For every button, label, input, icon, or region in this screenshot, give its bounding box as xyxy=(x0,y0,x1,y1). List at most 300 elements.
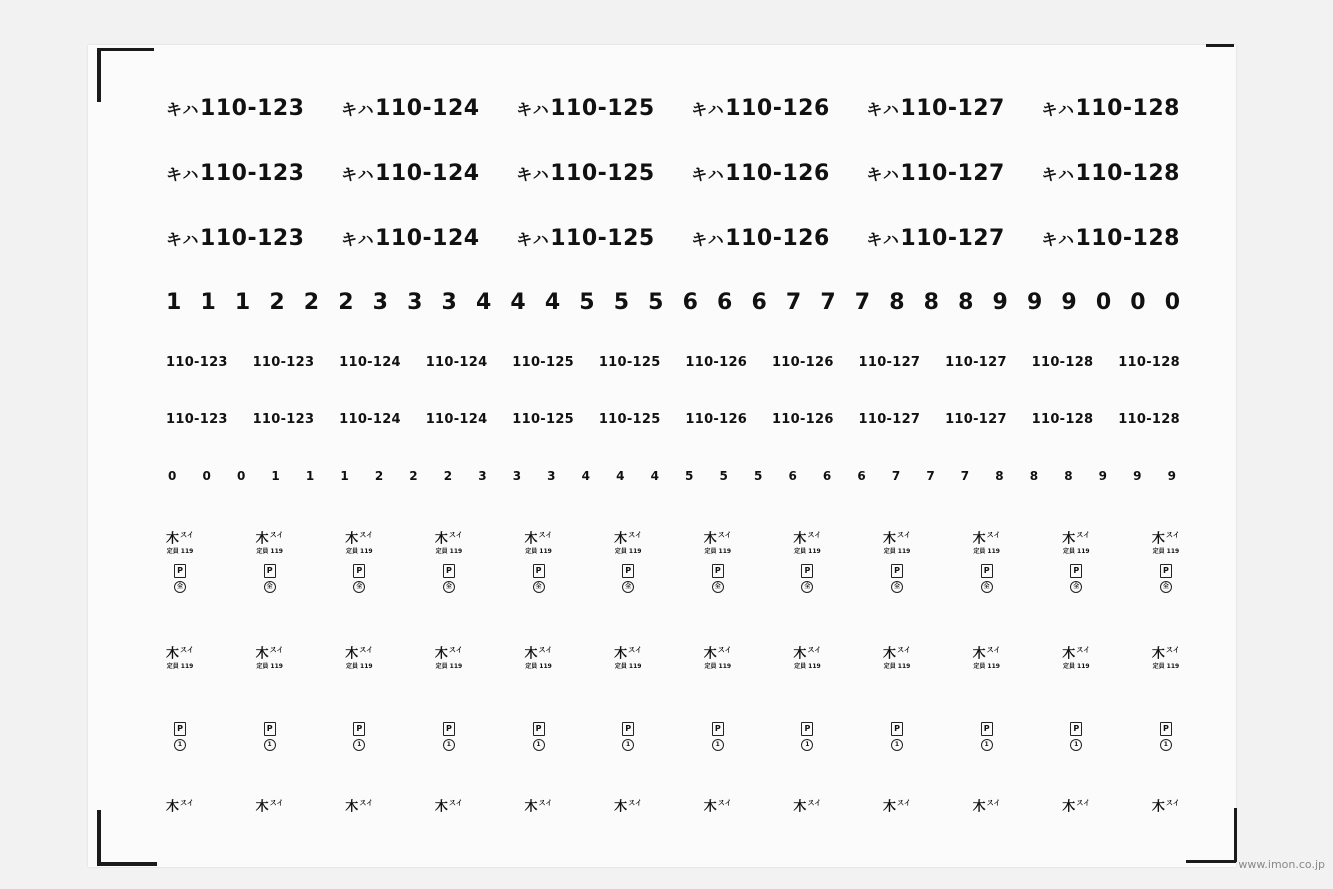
capacity-label: 定員 119 xyxy=(614,663,642,671)
car-type-kana: キハ xyxy=(691,165,725,184)
capacity-label: 定員 119 xyxy=(435,663,463,671)
p-mark: P xyxy=(174,564,186,578)
symbol-column xyxy=(877,643,917,671)
digit-large: 5 xyxy=(613,290,629,315)
digit-small: 3 xyxy=(512,469,522,483)
symbol-column xyxy=(429,528,469,593)
car-number: 110-123 xyxy=(200,161,305,186)
car-number-label xyxy=(866,226,1005,251)
digit-large: 4 xyxy=(544,290,561,315)
digit-large: 2 xyxy=(338,290,354,315)
depot-mark xyxy=(883,643,911,661)
capacity-label: 定員 119 xyxy=(883,548,911,556)
depot-mark xyxy=(973,643,1001,661)
capacity-label: 定員 119 xyxy=(256,663,283,671)
depot-kana: スイ xyxy=(807,646,822,654)
symbol-column xyxy=(698,796,738,814)
capacity-label: 定員 119 xyxy=(256,548,283,556)
depot-mark xyxy=(1152,796,1180,814)
p-mark: P xyxy=(981,722,993,736)
depot-kana: スイ xyxy=(717,646,732,654)
depot-kanji: 木 xyxy=(1062,646,1076,662)
depot-kanji: 木 xyxy=(972,646,986,662)
car-type-kana: キハ xyxy=(166,230,200,249)
p-mark: P xyxy=(712,564,724,578)
circle-mark: 全 xyxy=(174,581,186,593)
depot-kana: スイ xyxy=(897,799,911,807)
capacity-label: 定員 119 xyxy=(1152,548,1180,556)
digit-large: 4 xyxy=(510,290,526,315)
digit-small: 7 xyxy=(926,469,935,483)
capacity-label: 定員 119 xyxy=(525,548,552,556)
car-type-kana: キハ xyxy=(691,100,725,119)
depot-kanji: 木 xyxy=(1062,799,1076,815)
symbol-column xyxy=(519,643,559,671)
digit-large: 2 xyxy=(269,290,285,315)
depot-kana: スイ xyxy=(628,799,643,807)
digit-large: 3 xyxy=(372,290,388,315)
depot-mark xyxy=(345,643,373,661)
digit-large: 6 xyxy=(682,290,698,315)
capacity-label: 定員 119 xyxy=(345,663,373,671)
digit-small: 0 xyxy=(236,469,246,483)
circle-mark: 1 xyxy=(1070,739,1082,751)
symbol-column xyxy=(160,528,200,593)
corner-mark-bl-v xyxy=(97,810,101,866)
symbol-column xyxy=(429,643,469,671)
large-label-row-3 xyxy=(166,226,1180,251)
circle-mark: 1 xyxy=(981,739,993,751)
depot-mark xyxy=(614,796,642,814)
depot-kanji: 木 xyxy=(883,799,897,815)
digit-small: 4 xyxy=(581,469,590,483)
depot-kanji: 木 xyxy=(793,646,807,662)
symbol-column xyxy=(1146,714,1186,751)
depot-kanji: 木 xyxy=(614,531,628,547)
digit-small: 9 xyxy=(1167,469,1176,483)
circle-mark: 1 xyxy=(264,739,276,751)
p-mark: P xyxy=(1070,564,1082,578)
capacity-label: 定員 119 xyxy=(345,548,373,556)
corner-mark-br-v xyxy=(1234,808,1237,862)
car-number-label xyxy=(1041,161,1180,186)
capacity-label: 定員 119 xyxy=(794,663,821,671)
digit-large: 1 xyxy=(234,290,251,315)
depot-mark xyxy=(973,796,1001,814)
symbol-column xyxy=(1056,796,1096,814)
car-type-kana: キハ xyxy=(166,100,200,119)
depot-kana: スイ xyxy=(359,646,374,654)
depot-kanji: 木 xyxy=(255,799,269,815)
car-type-kana: キハ xyxy=(341,230,375,249)
digit-small: 6 xyxy=(822,469,832,483)
symbol-column xyxy=(250,643,290,671)
large-label-row-1 xyxy=(166,96,1180,121)
car-number-label xyxy=(341,96,480,121)
capacity-label: 定員 119 xyxy=(435,548,463,556)
car-number-label xyxy=(341,226,480,251)
large-label-row-2 xyxy=(166,161,1180,186)
symbol-column xyxy=(519,528,559,593)
depot-kanji: 木 xyxy=(1151,531,1165,547)
car-number: 110-124 xyxy=(375,96,480,121)
depot-kana: スイ xyxy=(897,646,911,654)
car-number-label xyxy=(1041,96,1180,121)
symbol-column xyxy=(339,643,379,671)
symbol-column xyxy=(608,714,648,751)
circle-mark: 全 xyxy=(353,581,365,593)
symbol-column xyxy=(250,714,290,751)
digit-large: 0 xyxy=(1130,290,1146,315)
digit-small: 1 xyxy=(340,469,349,483)
symbol-column xyxy=(1056,528,1096,593)
digit-large: 2 xyxy=(303,290,320,315)
digit-small: 7 xyxy=(960,469,970,483)
digit-small: 5 xyxy=(753,469,763,483)
capacity-label: 定員 119 xyxy=(525,663,552,671)
p-mark: P xyxy=(981,564,993,578)
circle-mark: 1 xyxy=(174,739,186,751)
p-mark: P xyxy=(622,564,634,578)
car-type-kana: キハ xyxy=(691,230,725,249)
car-number-mid: 110-128 xyxy=(1118,355,1180,370)
car-type-kana: キハ xyxy=(866,165,900,184)
car-number: 110-128 xyxy=(1075,161,1180,186)
depot-kana: スイ xyxy=(269,799,284,807)
car-number-mid: 110-127 xyxy=(945,355,1007,370)
circle-mark: 1 xyxy=(712,739,724,751)
digit-small: 5 xyxy=(685,469,694,483)
digit-large: 7 xyxy=(820,290,836,315)
depot-kanji: 木 xyxy=(255,531,269,547)
p-mark: P xyxy=(353,722,365,736)
depot-mark xyxy=(793,643,821,661)
depot-kana: スイ xyxy=(1076,646,1091,654)
depot-kanji: 木 xyxy=(972,531,986,547)
depot-kanji: 木 xyxy=(703,646,717,662)
depot-mark xyxy=(525,528,553,546)
car-number-label xyxy=(866,96,1005,121)
depot-kanji: 木 xyxy=(793,531,807,547)
symbol-column xyxy=(698,528,738,593)
symbol-group-a xyxy=(160,528,1186,593)
depot-mark xyxy=(1152,643,1180,661)
corner-mark-tr-h xyxy=(1206,44,1234,47)
p-mark: P xyxy=(1160,564,1172,578)
digit-large: 5 xyxy=(579,290,595,315)
car-number-mid: 110-124 xyxy=(425,412,488,427)
car-number-mid: 110-126 xyxy=(771,355,834,370)
depot-kana: スイ xyxy=(1076,531,1091,539)
capacity-label: 定員 119 xyxy=(973,663,1000,671)
digit-small: 8 xyxy=(1029,469,1039,483)
depot-mark xyxy=(525,796,553,814)
symbol-column xyxy=(250,796,290,814)
car-number-label xyxy=(691,226,830,251)
depot-kana: スイ xyxy=(986,799,1001,807)
circle-mark: 全 xyxy=(443,581,455,593)
depot-mark xyxy=(883,528,911,546)
symbol-column xyxy=(787,643,827,671)
digit-large: 3 xyxy=(407,290,423,315)
circle-mark: 全 xyxy=(622,581,634,593)
depot-mark xyxy=(973,528,1001,546)
symbol-column xyxy=(967,528,1007,593)
digit-small: 1 xyxy=(271,469,280,483)
capacity-label: 定員 119 xyxy=(704,663,732,671)
digit-large: 8 xyxy=(923,290,939,315)
depot-kana: スイ xyxy=(897,531,911,539)
digit-small: 0 xyxy=(202,469,211,483)
depot-kanji: 木 xyxy=(166,531,180,547)
digit-small: 8 xyxy=(995,469,1004,483)
digit-large: 8 xyxy=(889,290,905,315)
capacity-label: 定員 119 xyxy=(1152,663,1180,671)
symbol-column xyxy=(160,796,200,814)
depot-mark xyxy=(435,796,463,814)
depot-mark xyxy=(793,528,821,546)
depot-kana: スイ xyxy=(986,531,1001,539)
depot-mark xyxy=(614,643,642,661)
symbol-column xyxy=(787,796,827,814)
digit-large: 7 xyxy=(854,290,871,315)
p-mark: P xyxy=(443,564,455,578)
car-number-label xyxy=(691,161,830,186)
depot-mark xyxy=(166,643,194,661)
depot-kanji: 木 xyxy=(434,799,448,815)
capacity-label: 定員 119 xyxy=(166,663,194,671)
circle-mark: 全 xyxy=(1160,581,1172,593)
depot-kanji: 木 xyxy=(524,531,538,547)
car-type-kana: キハ xyxy=(866,100,900,119)
capacity-label: 定員 119 xyxy=(1062,663,1090,671)
p-mark: P xyxy=(353,564,365,578)
capacity-label: 定員 119 xyxy=(166,548,194,556)
digit-small: 4 xyxy=(616,469,625,483)
capacity-label: 定員 119 xyxy=(614,548,642,556)
car-number: 110-123 xyxy=(200,226,305,251)
depot-mark xyxy=(525,643,553,661)
circle-mark: 1 xyxy=(801,739,813,751)
car-number-mid: 110-123 xyxy=(166,355,228,370)
car-number-label xyxy=(341,161,480,186)
symbol-column xyxy=(608,796,648,814)
depot-kanji: 木 xyxy=(703,799,717,815)
p-mark: P xyxy=(1160,722,1172,736)
car-number: 110-126 xyxy=(725,161,830,186)
car-number: 110-123 xyxy=(200,96,305,121)
depot-mark xyxy=(1062,528,1090,546)
car-number-mid: 110-124 xyxy=(339,355,401,370)
p-mark: P xyxy=(891,564,903,578)
car-number-label xyxy=(516,226,655,251)
p-mark: P xyxy=(622,722,634,736)
depot-mark xyxy=(793,796,821,814)
small-digit-row xyxy=(168,469,1176,483)
depot-mark xyxy=(435,643,463,661)
car-number-mid: 110-127 xyxy=(945,412,1007,427)
depot-kanji: 木 xyxy=(345,799,359,815)
depot-kanji: 木 xyxy=(793,799,807,815)
corner-mark-br-h xyxy=(1186,860,1236,863)
symbol-column xyxy=(519,796,559,814)
symbol-column xyxy=(967,643,1007,671)
symbol-column xyxy=(250,528,290,593)
circle-mark: 1 xyxy=(443,739,455,751)
circle-mark: 全 xyxy=(1070,581,1082,593)
capacity-label: 定員 119 xyxy=(883,663,911,671)
depot-mark xyxy=(1062,796,1090,814)
depot-mark xyxy=(345,528,373,546)
digit-large: 9 xyxy=(992,290,1008,315)
car-number: 110-125 xyxy=(550,226,655,251)
car-number: 110-127 xyxy=(900,161,1005,186)
p-mark: P xyxy=(443,722,455,736)
depot-mark xyxy=(1152,528,1180,546)
depot-mark xyxy=(256,796,284,814)
digit-small: 1 xyxy=(305,469,315,483)
depot-mark xyxy=(614,528,642,546)
symbol-column xyxy=(967,714,1007,751)
depot-mark xyxy=(704,643,732,661)
symbol-column xyxy=(339,714,379,751)
depot-kana: スイ xyxy=(269,531,284,539)
circle-mark: 1 xyxy=(622,739,634,751)
car-number-mid: 110-123 xyxy=(252,355,315,370)
car-number: 110-124 xyxy=(375,226,480,251)
circle-mark: 1 xyxy=(1160,739,1172,751)
depot-mark xyxy=(704,528,732,546)
depot-kana: スイ xyxy=(1076,799,1091,807)
car-number-mid: 110-125 xyxy=(512,355,575,370)
circle-mark: 全 xyxy=(264,581,276,593)
digit-small: 2 xyxy=(443,469,453,483)
car-number-label xyxy=(166,96,305,121)
digit-small: 6 xyxy=(788,469,797,483)
p-mark: P xyxy=(533,564,545,578)
digit-large: 1 xyxy=(200,290,216,315)
depot-kana: スイ xyxy=(359,799,374,807)
symbol-column xyxy=(519,714,559,751)
symbol-column xyxy=(1146,796,1186,814)
circle-mark: 全 xyxy=(981,581,993,593)
digit-large: 0 xyxy=(1164,290,1180,315)
car-number-mid: 110-125 xyxy=(598,355,661,370)
symbol-column xyxy=(877,796,917,814)
car-number: 110-127 xyxy=(900,96,1005,121)
corner-mark-bl-h xyxy=(97,862,157,866)
capacity-label: 定員 119 xyxy=(973,548,1000,556)
watermark: www.imon.co.jp xyxy=(1238,858,1325,871)
depot-kana: スイ xyxy=(986,646,1001,654)
large-digit-row xyxy=(166,290,1180,315)
digit-small: 2 xyxy=(374,469,384,483)
depot-kanji: 木 xyxy=(524,799,538,815)
depot-kana: スイ xyxy=(628,531,643,539)
digit-large: 6 xyxy=(717,290,733,315)
depot-mark xyxy=(256,643,284,661)
symbol-column xyxy=(608,643,648,671)
car-number-label xyxy=(691,96,830,121)
depot-mark xyxy=(256,528,284,546)
symbol-column xyxy=(877,714,917,751)
digit-small: 3 xyxy=(547,469,556,483)
symbol-column xyxy=(1146,528,1186,593)
depot-kana: スイ xyxy=(1165,531,1180,539)
depot-kana: スイ xyxy=(538,799,553,807)
depot-kana: スイ xyxy=(807,531,822,539)
depot-kanji: 木 xyxy=(166,799,180,815)
car-type-kana: キハ xyxy=(516,230,550,249)
depot-kanji: 木 xyxy=(703,531,717,547)
circle-mark: 全 xyxy=(891,581,903,593)
depot-kana: スイ xyxy=(180,646,194,654)
p-mark: P xyxy=(264,564,276,578)
depot-kana: スイ xyxy=(538,646,553,654)
depot-kana: スイ xyxy=(717,531,732,539)
car-number-mid: 110-126 xyxy=(771,412,834,427)
depot-mark xyxy=(166,796,194,814)
digit-small: 2 xyxy=(409,469,418,483)
depot-kanji: 木 xyxy=(1151,799,1165,815)
car-number-label xyxy=(866,161,1005,186)
depot-kana: スイ xyxy=(1165,646,1180,654)
capacity-label: 定員 119 xyxy=(1062,548,1090,556)
p-mark: P xyxy=(801,722,813,736)
car-type-kana: キハ xyxy=(1041,230,1075,249)
car-number: 110-125 xyxy=(550,96,655,121)
symbol-group-d xyxy=(160,796,1186,814)
depot-kanji: 木 xyxy=(972,799,986,815)
depot-kanji: 木 xyxy=(883,531,897,547)
symbol-column xyxy=(1056,643,1096,671)
depot-kanji: 木 xyxy=(1062,531,1076,547)
car-number-label xyxy=(1041,226,1180,251)
depot-kana: スイ xyxy=(359,531,374,539)
car-number-mid: 110-125 xyxy=(512,412,575,427)
depot-kanji: 木 xyxy=(255,646,269,662)
symbol-column xyxy=(429,714,469,751)
depot-mark xyxy=(345,796,373,814)
car-number: 110-126 xyxy=(725,226,830,251)
car-number-mid: 110-127 xyxy=(858,412,921,427)
p-mark: P xyxy=(801,564,813,578)
symbol-column xyxy=(1146,643,1186,671)
depot-kanji: 木 xyxy=(614,799,628,815)
digit-large: 1 xyxy=(166,290,182,315)
mid-label-row-2 xyxy=(166,412,1180,427)
car-number-mid: 110-124 xyxy=(425,355,488,370)
circle-mark: 1 xyxy=(353,739,365,751)
depot-kanji: 木 xyxy=(345,646,359,662)
car-type-kana: キハ xyxy=(166,165,200,184)
depot-kana: スイ xyxy=(269,646,284,654)
car-number-mid: 110-128 xyxy=(1031,412,1094,427)
circle-mark: 全 xyxy=(801,581,813,593)
digit-small: 5 xyxy=(719,469,728,483)
digit-large: 5 xyxy=(648,290,664,315)
depot-kana: スイ xyxy=(180,531,194,539)
car-number-mid: 110-126 xyxy=(685,412,748,427)
depot-kana: スイ xyxy=(180,799,194,807)
car-type-kana: キハ xyxy=(516,100,550,119)
symbol-column xyxy=(339,528,379,593)
depot-kana: スイ xyxy=(807,799,822,807)
p-mark: P xyxy=(533,722,545,736)
car-number-mid: 110-128 xyxy=(1118,412,1180,427)
digit-large: 8 xyxy=(958,290,974,315)
car-number-label xyxy=(166,161,305,186)
